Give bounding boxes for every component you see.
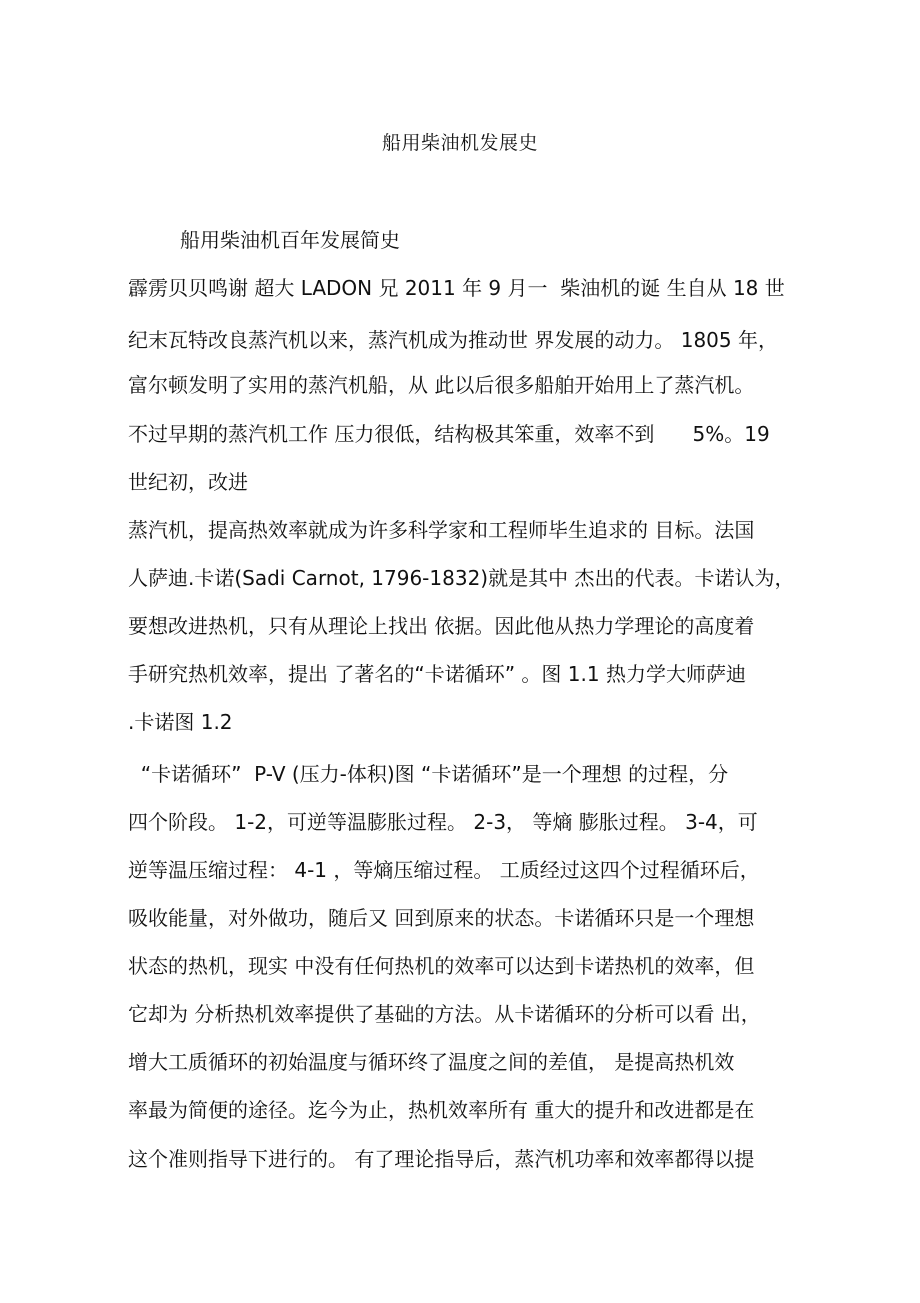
body-line-5: 世纪初，改进 <box>128 470 248 494</box>
body-line-9: 手研究热机效率，提出 了著名的“卡诺循环” 。图 1.1 热力学大师萨迪 <box>128 662 746 686</box>
body-line-15: 状态的热机，现实 中没有任何热机的效率可以达到卡诺热机的效率，但 <box>128 954 755 978</box>
body-line-11: “卡诺循环” P-V (压力-体积)图 “卡诺循环”是一个理想 的过程，分 <box>128 762 729 786</box>
body-line-13: 逆等温压缩过程： 4-1 ，等熵压缩过程。 工质经过这四个过程循环后， <box>128 858 760 882</box>
body-line-1: 霹雳贝贝鸣谢 超大 LADON 兄 2011 年 9 月一 柴油机的诞 生自从 18 世 <box>128 276 785 300</box>
body-line-19: 这个准则指导下进行的。 有了理论指导后，蒸汽机功率和效率都得以提 <box>128 1147 755 1171</box>
body-line-4: 不过早期的蒸汽机工作 压力很低，结构极其笨重，效率不到 5%。19 <box>128 422 770 446</box>
body-line-17: 增大工质循环的初始温度与循环终了温度之间的差值， 是提高热机效 <box>128 1050 735 1074</box>
body-line-2: 纪末瓦特改良蒸汽机以来，蒸汽机成为推动世 界发展的动力。 1805 年， <box>128 328 778 352</box>
body-line-3: 富尔顿发明了实用的蒸汽机船，从 此以后很多船舶开始用上了蒸汽机。 <box>128 373 755 397</box>
body-line-16: 它却为 分析热机效率提供了基础的方法。从卡诺循环的分析可以看 出， <box>128 1002 761 1026</box>
body-line-7: 人萨迪.卡诺(Sadi Carnot, 1796-1832)就是其中 杰出的代表。卡诺认为， <box>128 566 795 590</box>
body-line-14: 吸收能量，对外做功，随后又 回到原来的状态。卡诺循环只是一个理想 <box>128 906 755 930</box>
body-line-10: .卡诺图 1.2 <box>128 710 233 734</box>
body-line-6: 蒸汽机，提高热效率就成为许多科学家和工程师毕生追求的 目标。法国 <box>128 518 755 542</box>
body-line-18: 率最为简便的途径。迄今为止，热机效率所有 重大的提升和改进都是在 <box>128 1098 755 1122</box>
body-line-8: 要想改进热机，只有从理论上找出 依据。因此他从热力学理论的高度着 <box>128 614 755 638</box>
body-line-12: 四个阶段。 1-2，可逆等温膨胀过程。 2-3， 等熵 膨胀过程。 3-4，可 <box>128 810 758 834</box>
document-title: 船用柴油机发展史 <box>381 132 538 154</box>
document-subtitle: 船用柴油机百年发展简史 <box>180 228 400 252</box>
